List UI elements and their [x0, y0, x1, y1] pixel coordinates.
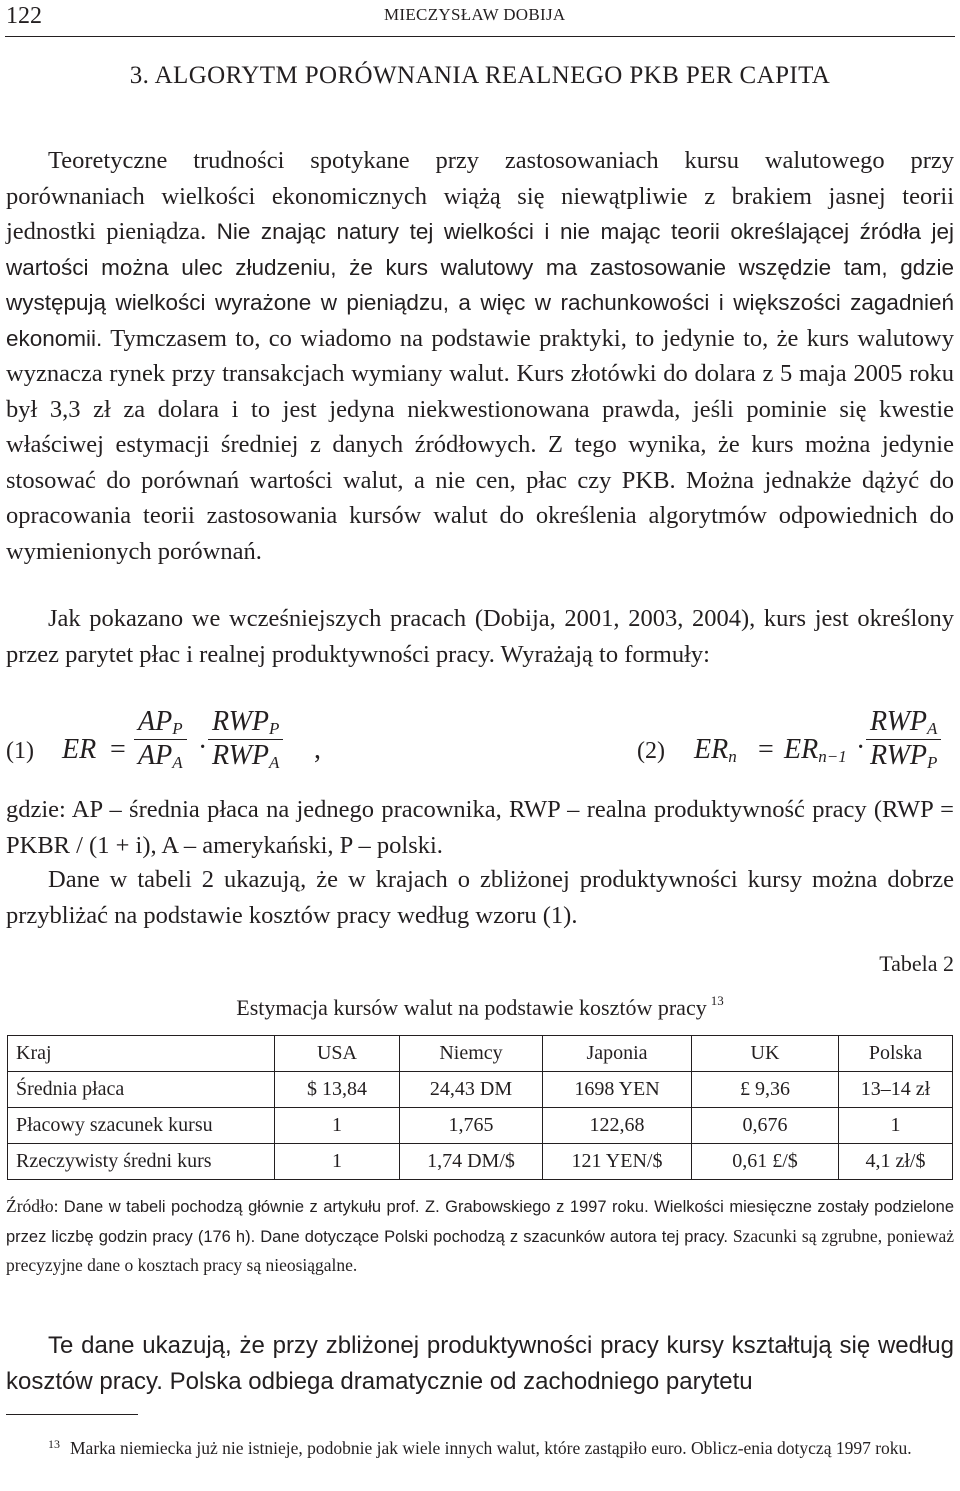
table-label: Tabela 2: [879, 951, 954, 976]
formula-1-frac1-num-sub: P: [172, 719, 183, 738]
paragraph-1-part-b: Nie znając natury tej wielkości i nie mając teorii określającej źródła jej wartości można ulec złudzeniu, że kurs walutowy ma zastosowanie wszędzie tam, gdzie występują wielkości wyrażone w pieniądzu, a więc w rachunkowości i większości zagadnień ekonomii.: [6, 219, 955, 351]
paragraph-1-part-d: Kurs złotówki do dolara z 5 maja 2005 roku był 3,3 zł za dolara i to jest jedyna niekwestionowana prawda, jeśli pominie się kwestie właściwej estymacji średniej z danych źródłowych. Z tego wynika, że kurs można jedynie stosować do porównań wartości walut, a nie cen, płac czy PKB. Można jednakże dążyć do opracowania teorii zastosowania kursów walut do określenia algorytmów odpowiednich do wymienionych porównań.: [6, 360, 955, 565]
formula-1-frac1-num: AP: [138, 706, 173, 737]
table-header-cell: Japonia: [543, 1036, 692, 1072]
header-rule: [5, 36, 955, 37]
table-cell: 13–14 zł: [839, 1072, 953, 1108]
formula-2-dot: ·: [856, 732, 866, 763]
table-header-row: [8, 1036, 953, 1072]
formula-legend: gdzie: AP – średnia płaca na jednego pracownika, RWP – realna produktywność pracy (RWP = PKBR / (1 + i), A – amerykański, P – polski.: [6, 796, 954, 859]
formula-2: [694, 706, 954, 796]
table-header-cell: Polska: [839, 1036, 953, 1072]
running-head: MIECZYSŁAW DOBIJA: [384, 5, 566, 24]
formula-1-frac2-den-sub: A: [269, 753, 280, 772]
paragraph-1: [6, 143, 954, 569]
table-cell: 1,765: [400, 1108, 543, 1144]
table-title: [0, 993, 960, 1021]
paragraph-3: Dane w tabeli 2 ukazują, że w krajach o zbliżonej produktywności kursy można dobrze przybliżać na podstawie kosztów pracy według wzoru (1).: [6, 866, 954, 929]
footnote: [6, 1431, 954, 1462]
table-cell: £ 9,36: [692, 1072, 839, 1108]
paragraph-1-part-c: Tymczasem to, co wiadomo na podstawie praktyki, to jedynie to, że kurs walutowy wyznacza rynek przy transakcjach wymiany walut.: [6, 324, 954, 387]
table-cell: 1: [839, 1108, 953, 1144]
table-cell: 122,68: [543, 1108, 692, 1144]
table-cell: 4,1 zł/$: [839, 1144, 953, 1180]
section-title: 3. ALGORYTM PORÓWNANIA REALNEGO PKB PER CAPITA: [129, 62, 831, 89]
table-row: [8, 1108, 953, 1144]
table-cell: 1,74 DM/$: [400, 1144, 543, 1180]
table-title-footnote-ref: 13: [710, 993, 724, 1008]
table-title-text: Estymacja kursów walut na podstawie kosztów pracy: [236, 995, 707, 1020]
source-label: Źródło:: [6, 1196, 59, 1216]
page-number: 122: [6, 3, 42, 29]
formula-1: [62, 706, 332, 796]
formula-2-rhs-sub: n−1: [818, 747, 847, 766]
wage-table: [7, 1035, 953, 1180]
table-header-cell: UK: [692, 1036, 839, 1072]
paragraph-4: Te dane ukazują, że przy zbliżonej produktywności pracy kursy kształtują się według kosztów pracy. Polska odbiega dramatycznie od zachodniego parytetu: [6, 1332, 954, 1395]
formula-1-lhs: ER: [62, 734, 97, 765]
formula-1-frac2-den: RWP: [212, 740, 270, 771]
formula-2-rhs: ER: [784, 734, 819, 765]
table-cell: 1698 YEN: [543, 1072, 692, 1108]
formula-1-dot: ·: [198, 732, 208, 763]
formula-1-frac2-num: RWP: [212, 706, 270, 737]
formula-1-comma: ,: [314, 734, 321, 765]
formula-1-number: (1): [6, 738, 34, 764]
source-text-sans: Dane w tabeli pochodzą głównie z artykułu prof. Z. Grabowskiego z 1997 roku. Wielkości miesięczne zostały podzielone przez liczbę godzin pracy (176 h). Dane dotyczące Polski pochodzą z szacunków autora tej pracy.: [6, 1198, 955, 1246]
footnote-text: Marka niemiecka już nie istnieje, podobnie jak wiele innych walut, które zastąpiło euro. Oblicz-enia dotyczą 1997 roku.: [70, 1438, 912, 1458]
table-header-cell: USA: [275, 1036, 400, 1072]
formula-2-equals: =: [758, 734, 774, 765]
page-header: [0, 0, 960, 40]
table-row: [8, 1072, 953, 1108]
paragraph-1-part-a: Teoretyczne trudności spotykane przy zastosowaniach kursu walutowego przy porównaniach wielkości ekonomicznych wiążą się niewątpliwie z brakiem jasnej teorii jednostki pieniądza.: [6, 147, 954, 245]
formula-1-frac1-den-sub: A: [172, 753, 183, 772]
table-cell: $ 13,84: [275, 1072, 400, 1108]
source-text-serif: Szacunki są zgrubne, ponieważ precyzyjne dane o kosztach pracy są nieosiągalne.: [6, 1225, 955, 1275]
table-row: [8, 1144, 953, 1180]
table-cell: Średnia płaca: [8, 1072, 275, 1108]
table-cell: 121 YEN/$: [543, 1144, 692, 1180]
footnote-number: 13: [48, 1437, 60, 1451]
table-cell: 1: [275, 1144, 400, 1180]
formula-1-frac1-den: AP: [138, 740, 173, 771]
formula-1-frac2-num-sub: P: [269, 719, 280, 738]
formula-2-number: (2): [637, 738, 665, 764]
formula-2-lhs: ER: [694, 734, 729, 765]
formula-2-frac-num: RWP: [870, 706, 928, 737]
table-cell: 1: [275, 1108, 400, 1144]
formula-2-frac-num-sub: A: [927, 719, 938, 738]
table-cell: 0,61 £/$: [692, 1144, 839, 1180]
formula-1-fraction-1: [134, 706, 187, 773]
table-cell: 24,43 DM: [400, 1072, 543, 1108]
table-cell: Płacowy szacunek kursu: [8, 1108, 275, 1144]
formula-2-fraction: [866, 706, 941, 773]
formula-2-frac-den-sub: P: [927, 753, 938, 772]
formula-1-equals: =: [110, 734, 126, 765]
paragraph-2: Jak pokazano we wcześniejszych pracach (Dobija, 2001, 2003, 2004), kurs jest określony przez parytet płac i realnej produktywności pracy. Wyrażają to formuły:: [6, 605, 954, 668]
table-header-cell: Niemcy: [400, 1036, 543, 1072]
formula-1-fraction-2: [208, 706, 283, 773]
table-cell: 0,676: [692, 1108, 839, 1144]
table-source-note: [6, 1192, 954, 1280]
formula-2-frac-den: RWP: [870, 740, 928, 771]
footnote-rule: [6, 1414, 138, 1415]
table-cell: Rzeczywisty średni kurs: [8, 1144, 275, 1180]
formula-2-lhs-sub: n: [728, 747, 737, 766]
table-header-cell: Kraj: [8, 1036, 275, 1072]
